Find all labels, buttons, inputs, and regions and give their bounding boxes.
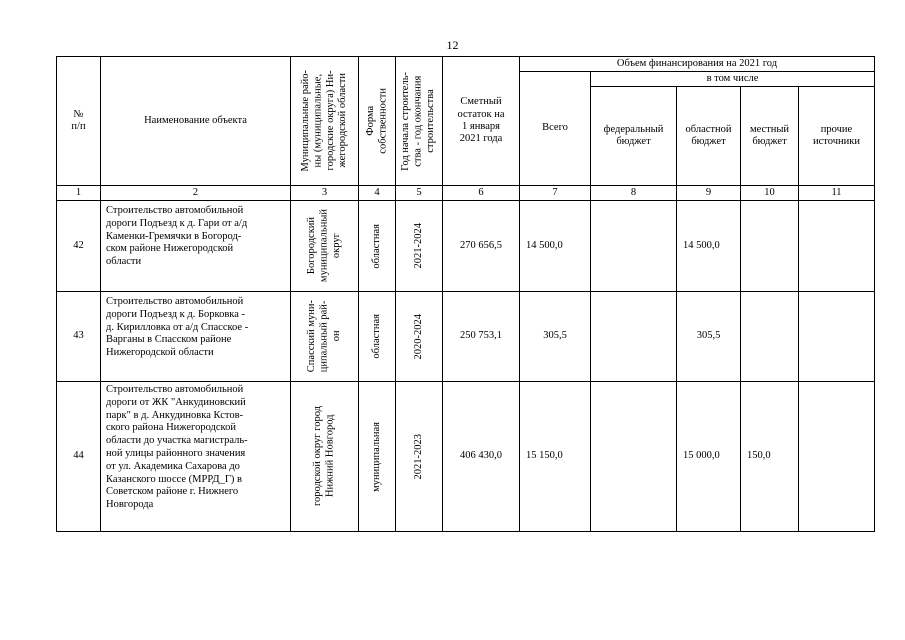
years-cell: 2020-2024 [396,292,443,382]
estimate-cell: 270 656,5 [443,201,520,292]
total-cell: 305,5 [520,292,591,382]
total-cell: 14 500,0 [520,201,591,292]
header-regional: областной бюджет [677,87,741,186]
other-cell [799,201,875,292]
local-cell: 150,0 [741,382,799,532]
header-including: в том числе [591,72,875,87]
total-cell: 15 150,0 [520,382,591,532]
header-funding: Объем финансирования на 2021 год [520,57,875,72]
local-cell [741,201,799,292]
page-number: 12 [446,38,459,52]
federal-cell [591,292,677,382]
row-number: 44 [57,382,101,532]
regional-cell: 305,5 [677,292,741,382]
ownership-cell: муниципальная [359,382,396,532]
header-no: № п/п [57,57,101,186]
header-total: Всего [520,72,591,186]
estimate-cell: 250 753,1 [443,292,520,382]
object-name: Строительство автомобильной дороги Подъезд к д. Борковка - д. Кирилловка от а/д Спасское - Варганы в Спасском районе Нижегородской области [101,292,291,382]
federal-cell [591,201,677,292]
row-number: 43 [57,292,101,382]
other-cell [799,292,875,382]
ownership-cell: областная [359,292,396,382]
header-local: местный бюджет [741,87,799,186]
table-row [57,201,875,292]
header-estimate: Сметный остаток на 1 января 2021 года [443,57,520,186]
other-cell [799,382,875,532]
row-number: 42 [57,201,101,292]
regional-cell: 15 000,0 [677,382,741,532]
header-years: Год начала строитель- ства - год окончания строительства [396,57,443,186]
header-name: Наименование объекта [101,57,291,186]
header-municipality: Муниципальные райо- ны (муниципальные, городские округа) Ни- жегородской области [291,57,359,186]
header-other: прочие источники [799,87,875,186]
ownership-cell: областная [359,201,396,292]
federal-cell [591,382,677,532]
table-row [57,292,875,382]
years-cell: 2021-2023 [396,382,443,532]
municipality-cell: городской округ город Нижний Новгород [291,382,359,532]
object-name: Строительство автомобильной дороги Подъезд к д. Гари от а/д Каменки-Гремячки в Богород- ском районе Нижегородской области [101,201,291,292]
financing-table [56,56,875,532]
header-ownership: Форма собственности [359,57,396,186]
header-federal: федеральный бюджет [591,87,677,186]
table-row [57,382,875,532]
regional-cell: 14 500,0 [677,201,741,292]
object-name: Строительство автомобильной дороги от ЖК "Анкудиновский парк" в д. Анкудиновка Кстов- ского района Нижегородской области до участка магистраль- ной улицы районного значения от ул. Академика Сахарова до Казанского шоссе (МРРД_Г) в Советском районе г. Нижнего Новгорода [101,382,291,532]
column-number-row: 1 2 3 4 5 6 7 8 9 10 11 [57,186,875,201]
years-cell: 2021-2024 [396,201,443,292]
municipality-cell: Богородский муниципальный округ [291,201,359,292]
local-cell [741,292,799,382]
municipality-cell: Спасский муни- ципальный рай- он [291,292,359,382]
estimate-cell: 406 430,0 [443,382,520,532]
